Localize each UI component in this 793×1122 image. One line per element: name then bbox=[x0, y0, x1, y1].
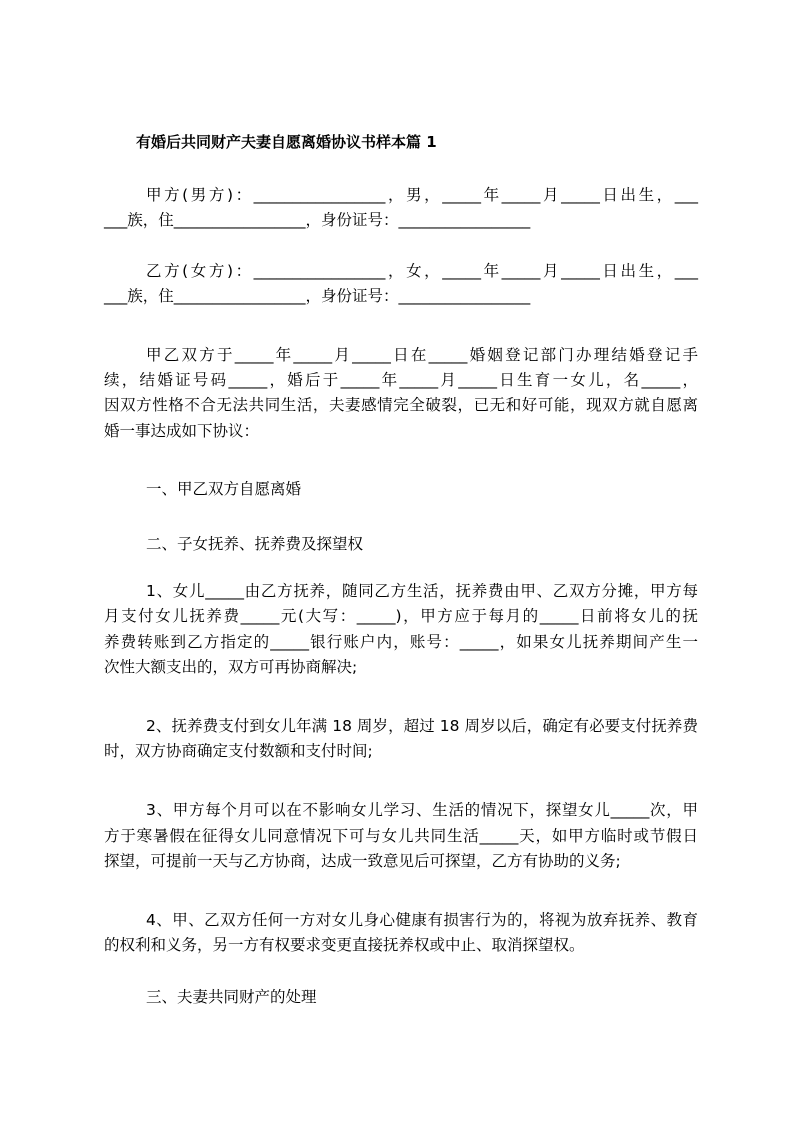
preamble-line: 婚一事达成如下协议： bbox=[104, 422, 260, 440]
clause-3-line: 3、甲方每个月可以在不影响女儿学习、生活的情况下，探望女儿_____次，甲 bbox=[146, 801, 698, 819]
clause-4-line: 4、甲、乙双方任何一方对女儿身心健康有损害行为的，将视为放弃抚养、教育 bbox=[146, 911, 698, 929]
party-a-line: ___族，住_________________，身份证号：_________________ bbox=[104, 211, 531, 229]
preamble-line: 因双方性格不合无法共同生活，夫妻感情完全破裂，已无和好可能，现双方就自愿离 bbox=[104, 396, 698, 414]
party-b-line: 乙方(女方)：_________________，女，_____年_____月_____日出生，___ bbox=[146, 262, 698, 280]
clause-4-line: 的权利和义务，另一方有权要求变更直接抚养权或中止、取消探望权。 bbox=[104, 936, 585, 954]
section-heading-3: 三、夫妻共同财产的处理 bbox=[146, 988, 317, 1006]
preamble-line: 甲乙双方于_____年_____月_____日在_____婚姻登记部门办理结婚登记手 bbox=[146, 346, 698, 364]
section-heading-1: 一、甲乙双方自愿离婚 bbox=[146, 480, 302, 498]
clause-2-line: 2、抚养费支付到女儿年满 18 周岁，超过 18 周岁以后，确定有必要支付抚养费 bbox=[146, 717, 698, 735]
preamble-line: 续，结婚证号码_____，婚后于_____年_____月_____日生育一女儿，名_____， bbox=[104, 371, 698, 389]
party-a-line: 甲方(男方)：_________________，男，_____年_____月_____日出生，___ bbox=[146, 186, 698, 204]
clause-1-line: 1、女儿_____由乙方抚养，随同乙方生活，抚养费由甲、乙双方分摊，甲方每 bbox=[146, 582, 698, 600]
clause-1-line: 养费转账到乙方指定的_____银行账户内，账号：_____，如果女儿抚养期间产生一 bbox=[104, 633, 698, 651]
clause-3-line: 探望，可提前一天与乙方协商，达成一致意见后可探望，乙方有协助的义务; bbox=[104, 852, 621, 870]
clause-3-line: 方于寒暑假在征得女儿同意情况下可与女儿共同生活_____天，如甲方临时或节假日 bbox=[104, 827, 698, 845]
document-title: 有婚后共同财产夫妻自愿离婚协议书样本篇 1 bbox=[136, 133, 437, 151]
party-b-line: ___族，住_________________，身份证号：_________________ bbox=[104, 287, 531, 305]
clause-2-line: 时，双方协商确定支付数额和支付时间; bbox=[104, 742, 373, 760]
clause-1-line: 月支付女儿抚养费_____元(大写：_____)，甲方应于每月的_____日前将女儿的抚 bbox=[104, 607, 698, 625]
clause-1-line: 次性大额支出的，双方可再协商解决; bbox=[104, 658, 358, 676]
section-heading-2: 二、子女抚养、抚养费及探望权 bbox=[146, 535, 364, 553]
